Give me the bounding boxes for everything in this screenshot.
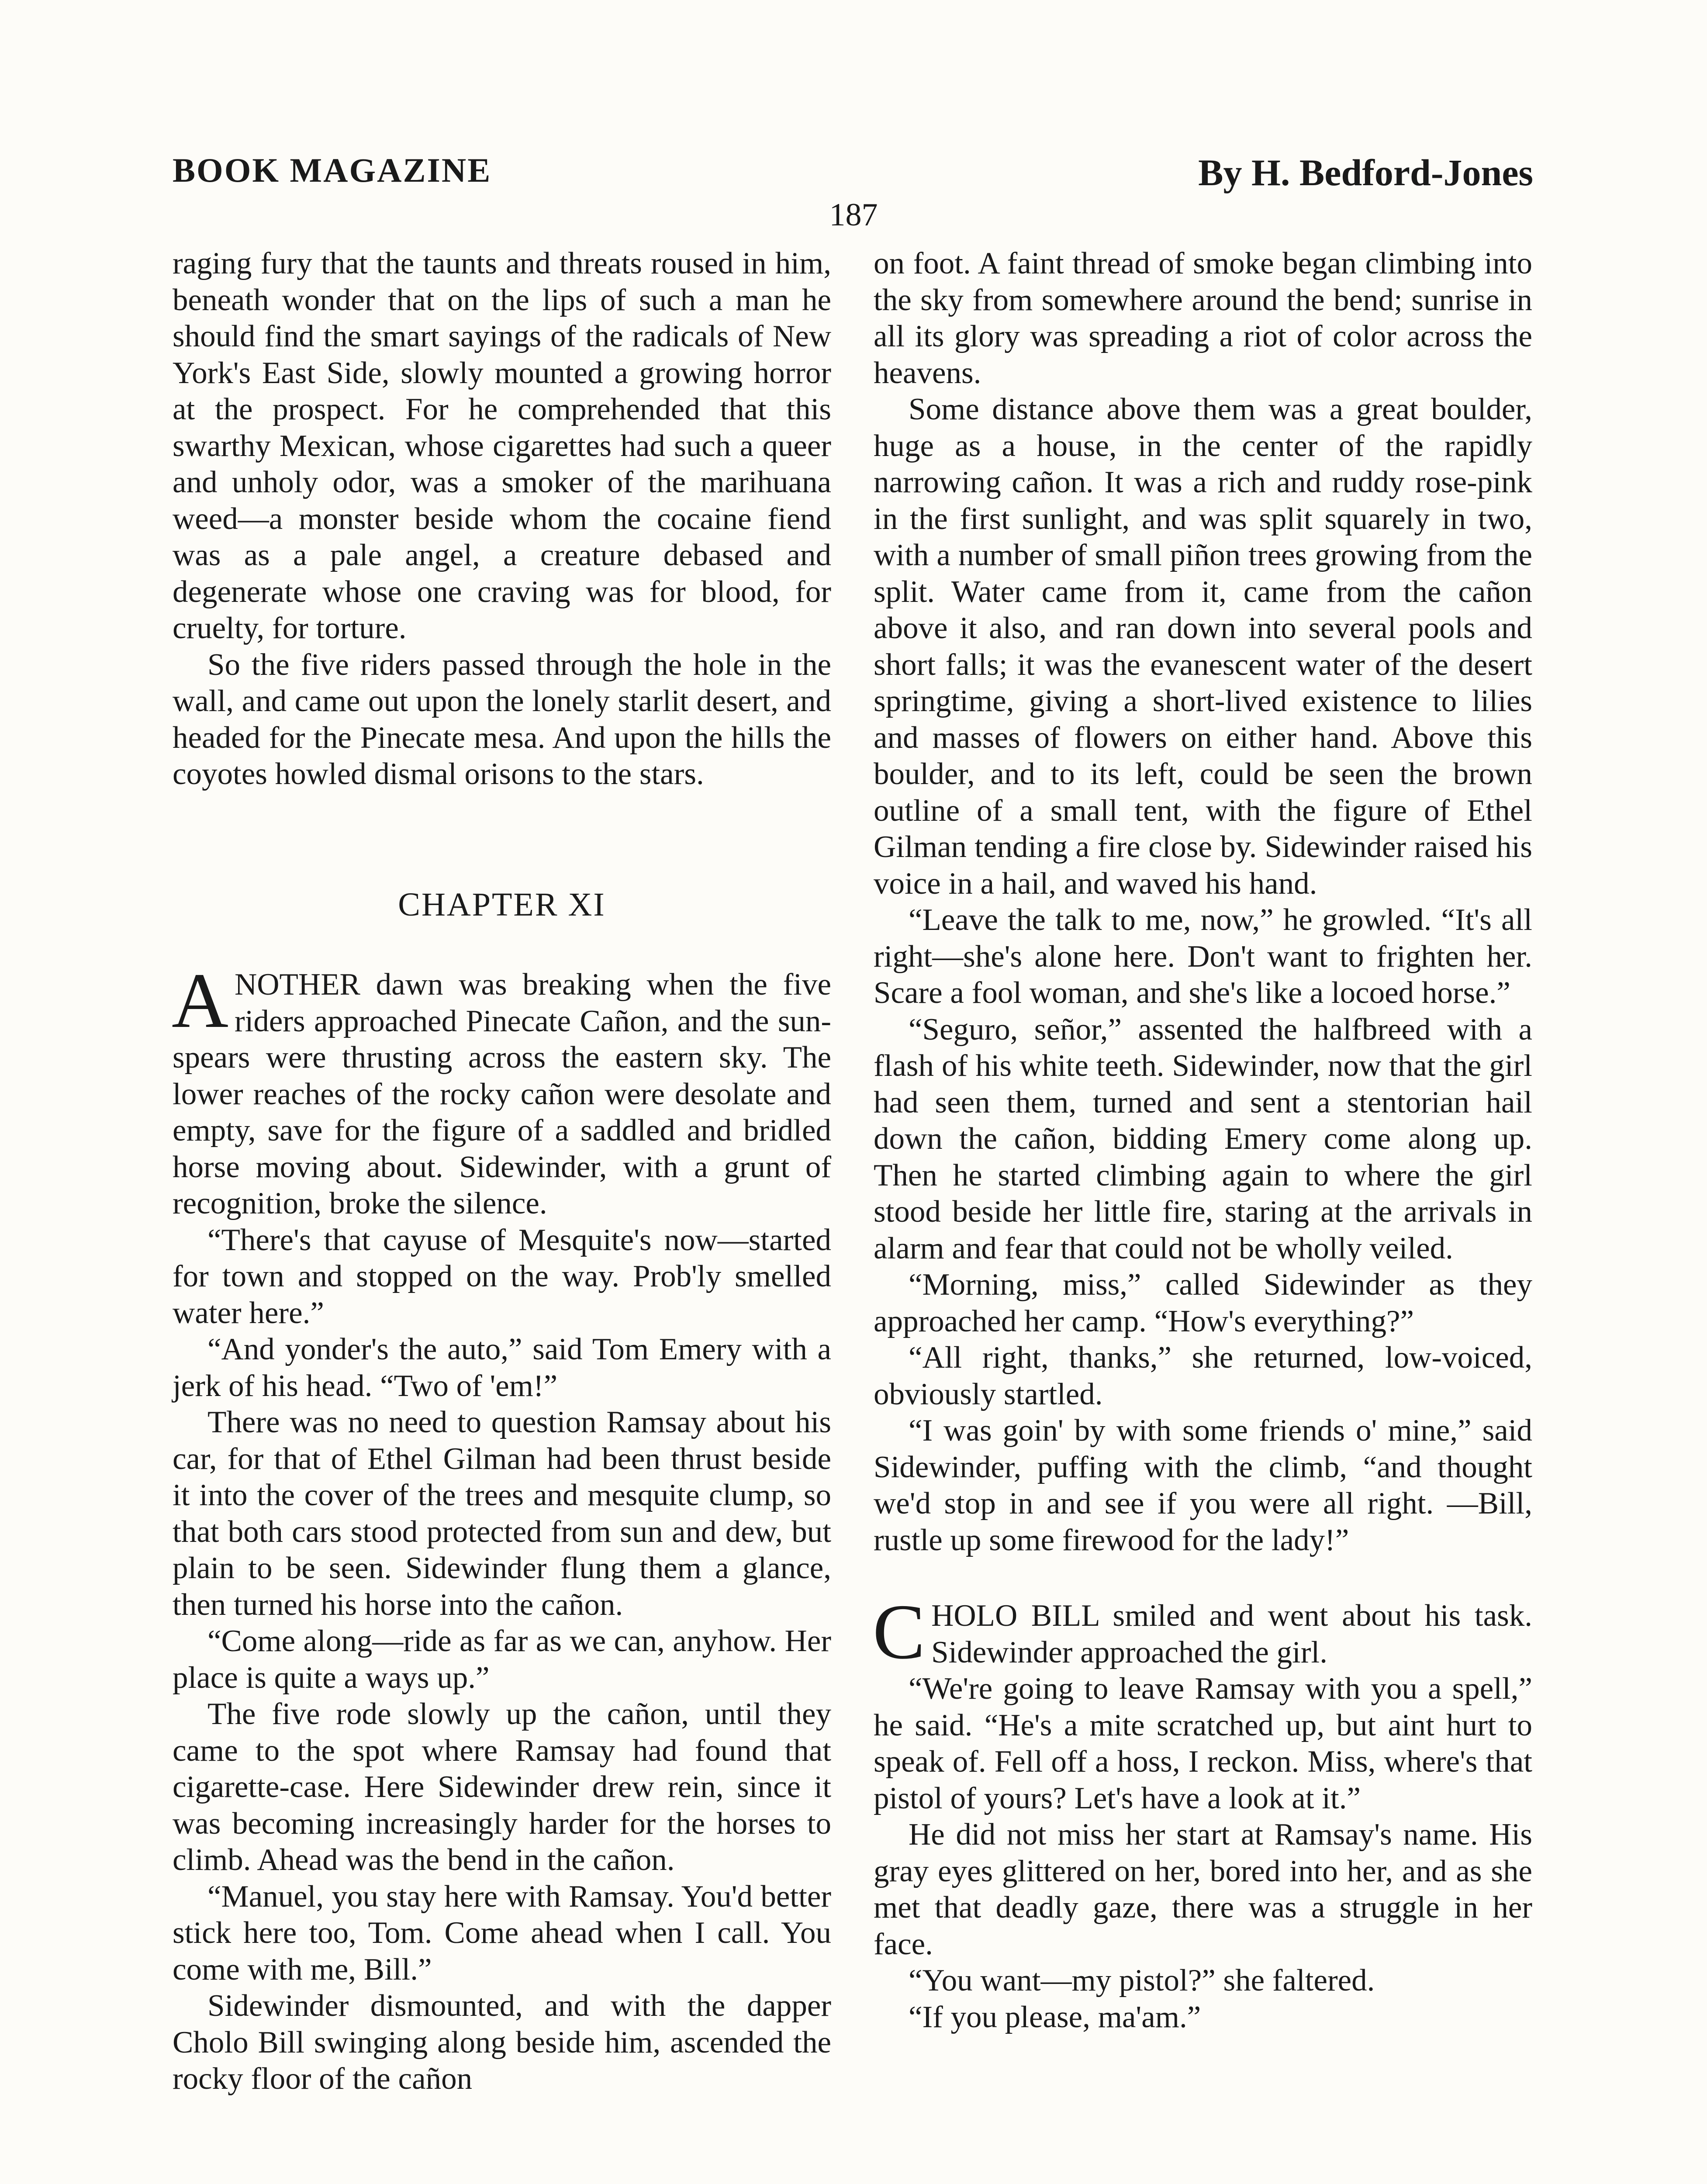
paragraph: So the five riders passed through the hole in the wall, and came out upon the lonely starlit desert, and headed for the Pinecate mesa. And upon the hills the coyotes howled dismal orisons to the stars. bbox=[173, 647, 831, 791]
left-column bbox=[173, 245, 831, 2098]
chapter-heading: CHAPTER XI bbox=[398, 886, 606, 923]
paragraph: “Leave the talk to me, now,” he growled. “It's all right—she's alone here. Don't want to frighten her. Scare a fool woman, and she's like a locoed horse.” bbox=[874, 903, 1532, 1010]
running-head-author: By H. Bedford-Jones bbox=[1198, 152, 1533, 194]
section-opening-paragraph bbox=[873, 1588, 1532, 1675]
paragraph: He did not miss her start at Ramsay's name. His gray eyes glittered on her, bored into her, and as she met that deadly gaze, there was a struggle in her face. bbox=[874, 1818, 1532, 1961]
page-number: 187 bbox=[829, 197, 878, 233]
paragraph: “Come along—ride as far as we can, anyhow. Her place is quite a ways up.” bbox=[173, 1624, 831, 1695]
paragraph: “Manuel, you stay here with Ramsay. You'd better stick here too, Tom. Come ahead when I call. You come with me, Bill.” bbox=[173, 1879, 831, 1987]
paragraph-text: HOLO BILL smiled and went about his task. Sidewinder approached the girl. bbox=[931, 1599, 1532, 1669]
paragraph: “All right, thanks,” she returned, low-voiced, obviously startled. bbox=[874, 1341, 1532, 1411]
paragraph: “Morning, miss,” called Sidewinder as they approached her camp. “How's everything?” bbox=[874, 1268, 1532, 1338]
paragraph: raging fury that the taunts and threats roused in him, beneath wonder that on the lips of such a man he should find the smart sayings of the radicals of New York's East Side, slowly mounted a growing horror at the prospect. For he comprehended that this swarthy Mexican, whose cigarettes had such a queer and unholy odor, was a smoker of the marihuana weed—a monster beside whom the cocaine fiend was as a pale angel, a creature debased and degenerate whose one craving was for blood, for cruelty, for torture. bbox=[173, 246, 831, 645]
right-column bbox=[874, 245, 1532, 2035]
drop-cap: C bbox=[873, 1588, 926, 1675]
paragraph: Some distance above them was a great boulder, huge as a house, in the center of the rapidly narrowing cañon. It was a rich and ruddy rose-pink in the first sunlight, and was split squarely in two, with a number of small piñon trees growing from the split. Water came from it, came from the cañon above it also, and ran down into several pools and short falls; it was the evanescent water of the desert springtime, giving a short-lived existence to lilies and masses of flowers on either hand. Above this boulder, and to its left, could be seen the brown outline of a small tent, with the figure of Ethel Gilman tending a fire close by. Sidewinder raised his voice in a hail, and waved his hand. bbox=[874, 392, 1532, 901]
drop-cap: A bbox=[172, 957, 228, 1044]
paragraph: “And yonder's the auto,” said Tom Emery with a jerk of his head. “Two of 'em!” bbox=[173, 1332, 831, 1403]
paragraph: The five rode slowly up the cañon, until they came to the spot where Ramsay had found that cigarette-case. Here Sidewinder drew rein, since it was becoming increasingly harder for the horses to climb. Ahead was the bend in the cañon. bbox=[173, 1697, 831, 1877]
paragraph: “There's that cayuse of Mesquite's now—started for town and stopped on the way. Prob'ly smelled water here.” bbox=[173, 1223, 831, 1330]
paragraph: “Seguro, señor,” assented the halfbreed with a flash of his white teeth. Sidewinder, now that the girl had seen them, turned and sent a stentorian hail down the cañon, bidding Emery come along up. Then he started climbing again to where the girl stood beside her little fire, staring at the arrivals in alarm and fear that could not be wholly veiled. bbox=[874, 1012, 1532, 1265]
running-head-magazine: BOOK MAGAZINE bbox=[173, 151, 492, 189]
paragraph: “If you please, ma'am.” bbox=[909, 2000, 1201, 2034]
paragraph: “I was goin' by with some friends o' mine,” said Sidewinder, puffing with the climb, “and thought we'd stop in and see if you were all right. —Bill, rustle up some firewood for the lady!” bbox=[874, 1413, 1532, 1557]
paragraph: “We're going to leave Ramsay with you a spell,” he said. “He's a mite scratched up, but aint hurt to speak of. Fell off a hoss, I reckon. Miss, where's that pistol of yours? Let's have a look at it.” bbox=[874, 1672, 1532, 1815]
section-break bbox=[874, 1559, 1532, 1598]
paragraph: “You want—my pistol?” she faltered. bbox=[909, 1963, 1375, 1997]
chapter-opening-paragraph bbox=[172, 957, 831, 1222]
paragraph-text: NOTHER dawn was breaking when the five riders approached Pinecate Cañon, and the sun-spears were thrusting across the eastern sky. The lower reaches of the rocky cañon were desolate and empty, save for the figure of a saddled and bridled horse moving about. Sidewinder, with a grunt of recognition, broke the silence. bbox=[173, 968, 831, 1220]
paragraph: on foot. A faint thread of smoke began climbing into the sky from somewhere around the bend; sunrise in all its glory was spreading a riot of color across the heavens. bbox=[874, 246, 1532, 390]
paragraph: There was no need to question Ramsay about his car, for that of Ethel Gilman had been thrust beside it into the cover of the trees and mesquite clump, so that both cars stood protected from sun and dew, but plain to be seen. Sidewinder flung them a glance, then turned his horse into the cañon. bbox=[173, 1405, 831, 1622]
paragraph: Sidewinder dismounted, and with the dapper Cholo Bill swinging along beside him, ascended the rocky floor of the cañon bbox=[173, 1989, 831, 2096]
